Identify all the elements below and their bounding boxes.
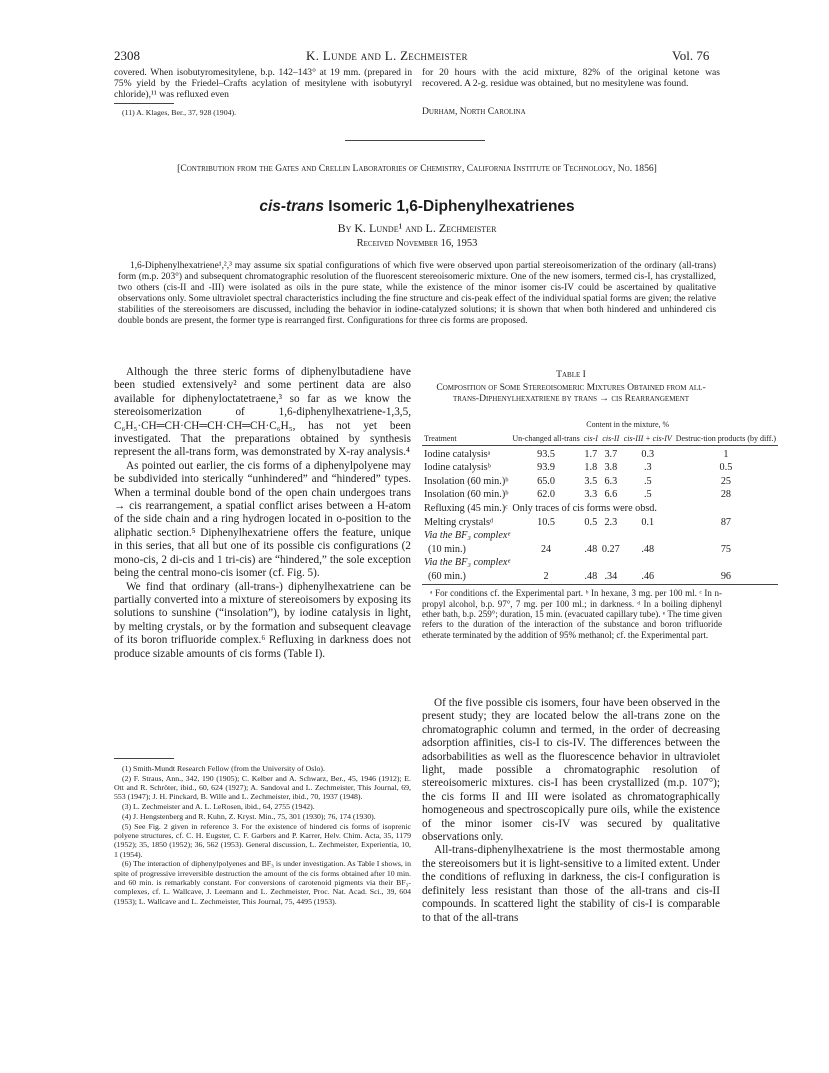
- table-row: Insolation (60 min.)ᵇ 65.0 3.5 6.3 .5 25: [424, 475, 732, 487]
- footnote-3: (3) L. Zechmeister and A. L. LeRosen, ibid., 64, 2755 (1942).: [122, 802, 315, 812]
- received-date: Received November 16, 1953: [356, 238, 478, 249]
- table-row: Insolation (60 min.)ᵇ 62.0 3.3 6.6 .5 28: [424, 489, 732, 501]
- left-footnotes: [114, 764, 411, 906]
- volume-label: Vol. 76: [672, 48, 710, 63]
- col-cis1: cis-I: [583, 433, 598, 443]
- right-column-body: [422, 697, 720, 925]
- stability-paragraph: All-trans-diphenylhexatriene is the most thermostable among the stereoisomers but it is light-sensitive to a limited extent. Under the conditions of refluxing in darkness, the cis-I configuration is definitely less resistant than those of the all-trans and cis-II compounds. In scattered light the stability of cis-I is comparable to that of the all-trans: [422, 844, 720, 924]
- table-label: Table I: [556, 369, 586, 380]
- authors: By K. Lunde¹ and L. Zechmeister: [337, 221, 497, 235]
- table-1: [422, 418, 777, 640]
- table-row: (60 min.) 2 .48 .34 .46 96: [428, 571, 732, 583]
- table-row: Refluxing (45 min.)ᶜ Only traces of cis forms were obsd.: [424, 503, 657, 515]
- page-number: 2308: [114, 48, 140, 63]
- footnote-5: (5) See Fig. 2 given in reference 3. For the existence of hindered cis forms of isoprenic polyene structures, cf. C. H. Eugster, C. F. Garbers and P. Karrer, Helv. Chim. Acta, 35, 1179 (1952); 35, 1850 (1952); 36, 562 (1953). General discussion, L. Zechmeister, Experientia, 10, 1 (1954).: [114, 821, 411, 859]
- table-row: Via the BF₃ complexᵉ: [424, 557, 511, 569]
- col-content: Content in the mixture, %: [586, 420, 670, 429]
- footnote-2: (2) F. Straus, Ann., 342, 190 (1905); C. Kelber and A. Schwarz, Ber., 45, 1946 (1912); E. Ott and R. Schröter, ibid., 60, 624 (1927); A. Sandoval and L. Zechmeister, This Journal, 69, 553 (1947); J. H. Pinckard, B. Wille and L. Zechmeister, ibid., 70, 1937 (1948).: [114, 773, 411, 802]
- col-destruction: Destruc-tion products (by diff.): [675, 433, 777, 443]
- title-rest: Isomeric 1,6-Diphenylhexatrienes: [323, 198, 575, 215]
- contribution-line: [Contribution from the Gates and Crellin Laboratories of Chemistry, California Institute of Technology, No. 1856]: [177, 163, 657, 174]
- title-italic-part: cis-trans: [259, 198, 324, 215]
- article-separator: [345, 140, 485, 141]
- conversion-paragraph: We find that ordinary (all-trans-) diphenylhexatriene can be partially converted into a mixture of stereoisomers by exposing its solutions to sunshine (“insolation”), by iodine catalysis in light, by melting crystals, or by the formation and subsequent cleavage of its boron trifluoride complex.⁶ Refluxing in darkness does not produce sizable amounts of cis forms (Table I).: [114, 580, 411, 660]
- col-cis2: cis-II: [602, 433, 620, 443]
- footnote-4: (4) J. Hengstenberg and R. Kuhn, Z. Kryst. Min., 75, 301 (1930); 76, 174 (1930).: [122, 811, 376, 821]
- footnote-rule-2: [114, 758, 174, 759]
- article-title: [114, 198, 720, 216]
- footnote-6: (6) The interaction of diphenylpolyenes and BF₃ is under investigation. As Table I shows, in spite of progressive irreversible destruction the amount of the cis forms obtained after 10 min. and 60 min. is remarkably constant. For conversions of carotenoid pigments via their BF₃-complexes, cf. L. Wallcave, J. Leemann and L. Zechmeister, Proc. Nat. Acad. Sci., 39, 604 (1953); L. Wallcave and L. Zechmeister, This Journal, 75, 4495 (1953).: [114, 859, 411, 906]
- running-title: K. Lunde and L. Zechmeister: [306, 48, 468, 63]
- isomers-paragraph: Of the five possible cis isomers, four have been observed in the present study; they are located below the all-trans zone on the chromatographic column and termed, in the order of decreasing adsorption affinities, cis-I to cis-IV. The differences between the adsorbabilities as well as the fluorescence behavior in ultraviolet light, made possible a chromatographic resolution of stereoisomeric mixtures. cis-I has been crystallized (m.p. 107°); the cis forms II and III were isolated as chromatographically homogeneous and spectroscopically pure oils, while the existence of the minor isomer cis-IV was secured by qualitative observations only.: [422, 697, 720, 844]
- author-location: Durham, North Carolina: [422, 106, 526, 117]
- prev-article-left-text: covered. When isobutyromesitylene, b.p. 142–143° at 19 mm. (prepared in 75% yield by the Friedel–Crafts acylation of mesitylene with isobutyryl chloride),¹¹ was refluxed even: [114, 67, 412, 101]
- table-row: (10 min.) 24 .48 0.27 .48 75: [428, 543, 732, 555]
- table-footnote: ᵃ For conditions cf. the Experimental part. ᵇ In hexane, 3 mg. per 100 ml. ᶜ In n-propyl alcohol, b.p. 97°, 7 mg. per 100 ml.; in darkness. ᵈ In a boiling diphenyl ether bath, b.p. 259°; duration, 15 min. (evacuated capillary tube). ᵉ The time given refers to the duration of the interaction of the substance and boron trifluoride etherate terminated by the addition of 95% methanol; cf. the Experimental part.: [422, 588, 722, 640]
- col-cis34: cis-III + cis-IV: [623, 433, 672, 443]
- left-column-body: [114, 366, 411, 661]
- intro-paragraph: Although the three steric forms of diphenylbutadiene have been studied extensively² and some pertinent data are also available for diphenyloctatetraene,³ so far as we know the stereoisomerization of 1,6-diphenylhexatriene-1,3,5, C₆H₅·CH═CH·CH═CH·CH═CH·C₆H₅, has not yet been investigated. That the preparations obtained by synthesis represent the all-trans form, was demonstrated by X-ray analysis.⁴: [114, 366, 411, 459]
- table-caption: Composition of Some Stereoisomeric Mixtures Obtained from all-trans-Diphenylhexatriene by trans → cis Rearrangement: [436, 382, 706, 404]
- col-unchanged: Un-changed all-trans: [512, 433, 580, 443]
- hindrance-paragraph: As pointed out earlier, the cis forms of a diphenylpolyene may be subdivided into sterically “unhindered” and “hindered” types. When a terminal double bond of the open chain undergoes trans → cis rearrangement, a spatial conflict arises between a H-atom of the side chain and a ring hydrogen located in o-position to the aliphatic section.⁵ Diphenylhexatriene offers the feature, unique in this series, that all but one of its possible cis configurations (2 mono-cis, 2 di-cis and 1 tri-cis) are “hindered,” the sole exception being the central mono-cis isomer (cf. Fig. 5).: [114, 459, 411, 580]
- prev-article-footnote: (11) A. Klages, Ber., 37, 928 (1904).: [122, 108, 237, 117]
- table-row: Via the BF₃ complexᵉ: [424, 530, 511, 542]
- abstract: 1,6-Diphenylhexatriene¹,²,³ may assume six spatial configurations of which five were observed upon partial stereoisomerization of the ordinary (all-trans) form (m.p. 203°) and subsequent chromatographic resolution of the fluorescent stereoisomeric mixture. One of the new isomers, termed cis-I, has crystallized, two others (cis-II and -III) were isolated as oils in the pure state, while the existence of the minor isomer cis-IV could be ascertained by qualitative observations only. Some ultraviolet spectral characteristics including the fine structure and cis-peak effect of the individual spatial forms are given; the relative stabilities of the stereoisomers are discussed, including the behavior in iodine-catalyzed solutions; it is shown that when both hindered and unhindered cis double bonds are present, the former type is rearranged first. Configurations for three cis forms are proposed.: [118, 261, 716, 326]
- footnote-rule: [114, 103, 174, 104]
- table-row: Melting crystalsᵈ 10.5 0.5 2.3 0.1 87: [424, 516, 732, 528]
- col-treatment: Treatment: [424, 433, 457, 443]
- prev-article-right-text: for 20 hours with the acid mixture, 82% of the original ketone was recovered. A 2-g. residue was obtained, but no mesitylene was found.: [422, 67, 720, 90]
- table-row: Iodine catalysisᵃ 93.5 1.7 3.7 0.3 1: [424, 448, 729, 460]
- table-row: Iodine catalysisᵇ 93.9 1.8 3.8 .3 0.5: [424, 462, 733, 474]
- footnote-1: (1) Smith-Mundt Research Fellow (from the University of Oslo).: [122, 764, 325, 773]
